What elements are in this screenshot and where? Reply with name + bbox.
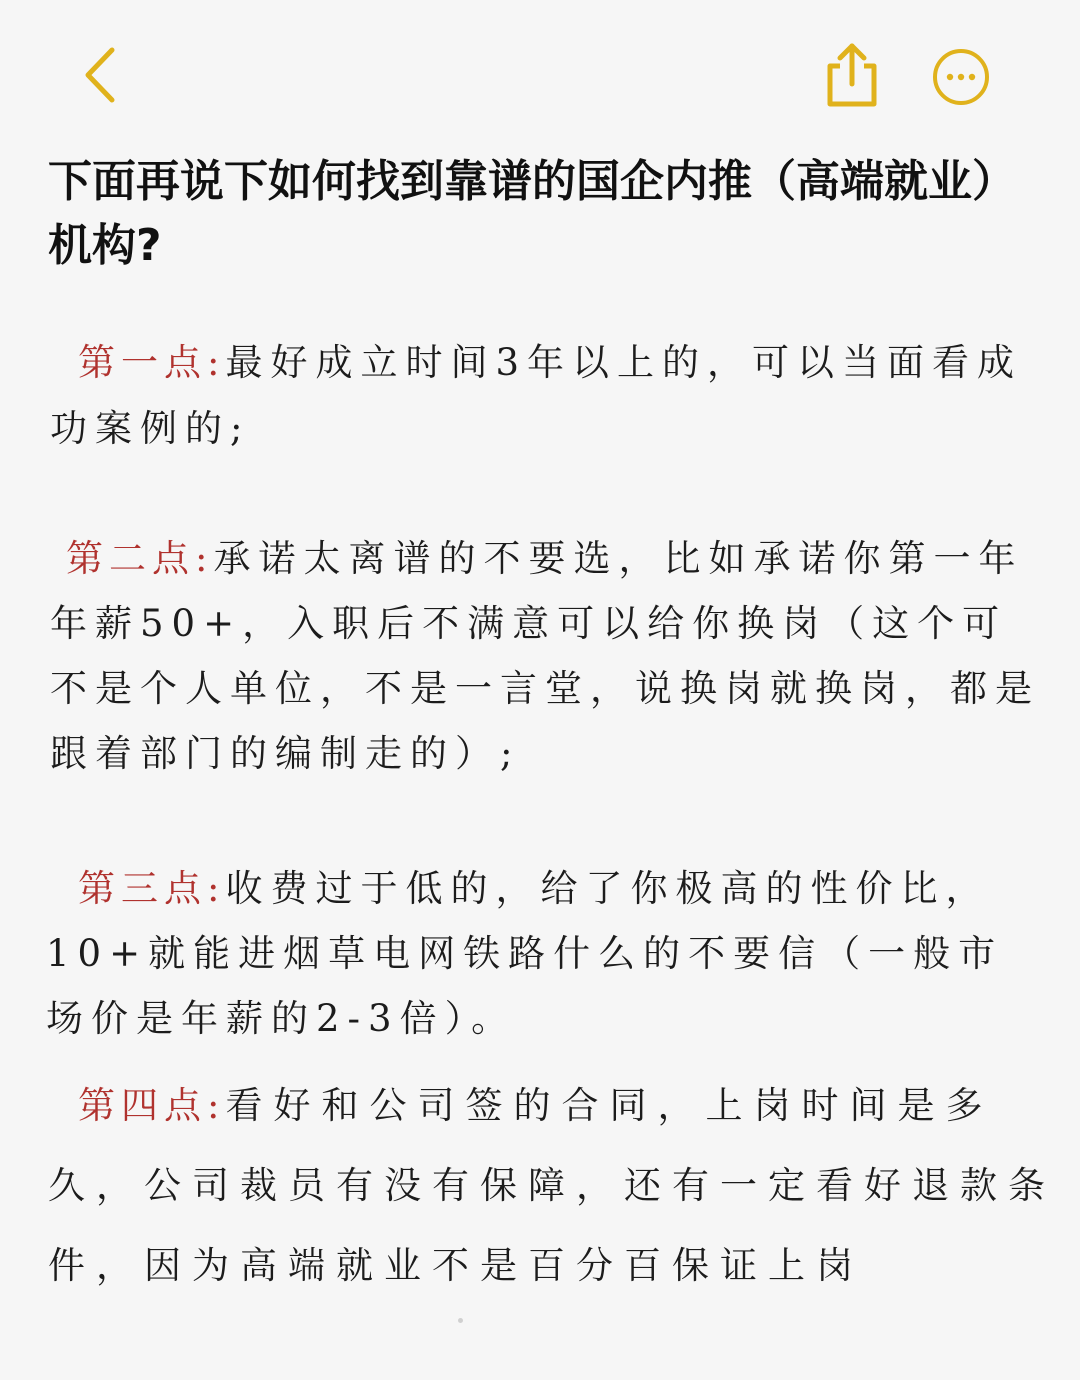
point-2-text: 承诺太离谱的不要选，比如承诺你第一年年薪50+，入职后不满意可以给你换岗（这个可不是个人单位，不是一言堂，说换岗就换岗，都是跟着部门的编制走的）; [50,537,1040,775]
back-button[interactable] [72,40,132,110]
point-2 [50,526,1040,786]
more-options-button[interactable] [930,46,992,108]
top-nav-bar [0,0,1080,150]
point-1-text: 最好成立时间3年以上的，可以当面看成功案例的; [50,341,1023,450]
point-1 [50,330,1030,462]
point-3 [46,856,1036,1051]
point-4 [48,1066,1074,1306]
more-icon [930,46,992,108]
point-3-text: 收费过于低的，给了你极高的性价比，10+就能进烟草电网铁路什么的不要信（一般市场价是年薪的2-3倍）。 [46,867,1004,1040]
point-1-label: 第一点: [78,341,226,384]
point-4-text: 看好和公司签的合同，上岗时间是多久，公司裁员有没有保障，还有一定看好退款条件，因为高端就业不是百分百保证上岗 [48,1084,1056,1287]
page-title: 下面再说下如何找到靠谱的国企内推（高端就业）机构? [48,156,1016,271]
point-2-label: 第二点: [66,537,214,580]
scroll-dot [458,1318,463,1323]
share-icon [820,38,884,112]
point-3-label: 第三点: [78,867,226,910]
chevron-left-icon [72,40,132,110]
point-4-label: 第四点: [78,1084,226,1127]
share-button[interactable] [820,38,884,112]
